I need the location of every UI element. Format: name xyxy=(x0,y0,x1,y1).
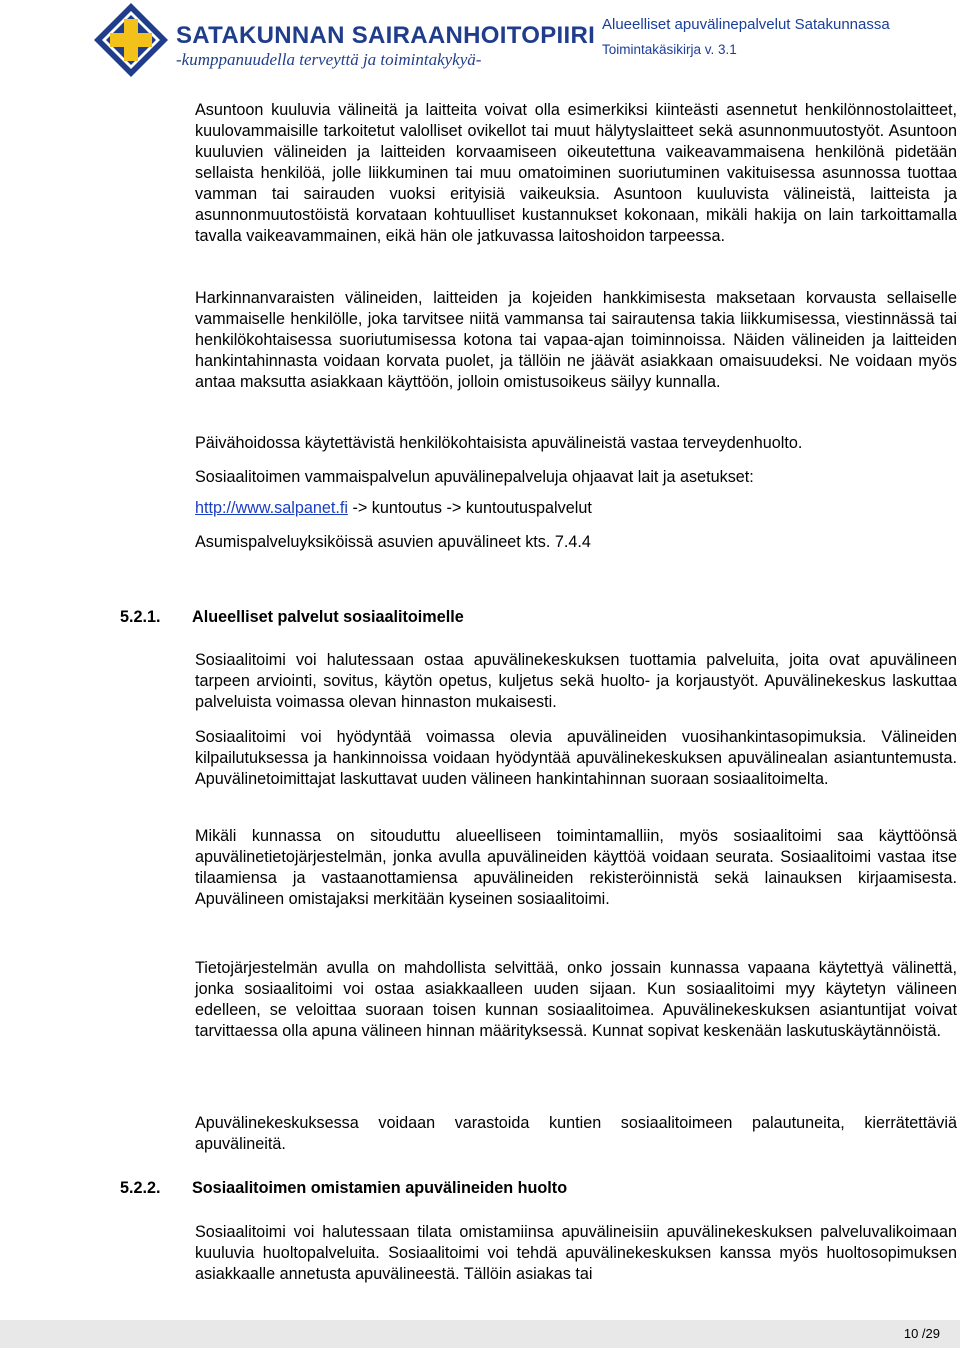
paragraph-daycare: Päivähoidossa käytettävistä henkilökohtaisista apuvälineistä vastaa terveydenhuolto. xyxy=(195,434,803,452)
organization-name: SATAKUNNAN SAIRAANHOITOPIIRI xyxy=(176,22,596,49)
paragraph-procurement: Sosiaalitoimi voi hyödyntää voimassa olevia apuvälineiden vuosihankintasopimuksia. Välineiden kilpailutuksessa ja hankinnoissa voidaan hyödyntää apuvälinekeskuksen apuvälinealan asiantuntemusta. Apuvälinetoimittajat laskuttavat uuden välineen hankintahinnan suoraan sosiaalitoimelta. xyxy=(195,728,957,788)
paragraph-housing-units: Asumispalveluyksiköissä asuvien apuvälineet kts. 7.4.4 xyxy=(195,533,591,551)
hospital-district-logo-icon xyxy=(93,2,169,78)
paragraph-services: Sosiaalitoimi voi halutessaan ostaa apuvälinekeskuksen tuottamia palveluita, joita ovat apuvälineen tarpeen arviointi, sovitus, käytön opetus, kuljetus sekä huolto- ja korjaustyöt. Apuvälinekeskus laskuttaa palveluista voimassa olevan hinnaston mukaisesti. xyxy=(195,651,957,711)
document-title: Alueelliset apuvälinepalvelut Satakunnassa xyxy=(602,16,890,33)
section-heading-5-2-1 xyxy=(120,607,464,628)
page-number: 10 /29 xyxy=(903,1326,940,1341)
organization-tagline: -kumppanuudella terveyttä ja toimintakykyä- xyxy=(176,50,482,69)
section-number: 5.2.1. xyxy=(120,608,161,626)
link-line xyxy=(195,498,957,519)
paragraph-discretionary-devices: Harkinnanvaraisten välineiden, laitteiden ja kojeiden hankkimisesta maksetaan korvausta sellaiselle vammaiselle henkilölle, joka tarvitsee niitä vammansa tai sairautensa takia liikkumisessa, viestinnässä tai henkilökohtaisessa suoriutumisessa kotona tai vapaa-ajan toiminnoissa. Näiden välineiden ja laitteiden hankintahinnasta voidaan korvata puolet, ja tällöin ne jäävät asiakkaan omaisuudeksi. Ne voidaan myös antaa maksutta asiakkaan käyttöön, jolloin omistusoikeus säilyy kunnalla. xyxy=(195,289,957,391)
paragraph-used-devices: Tietojärjestelmän avulla on mahdollista selvittää, onko jossain kunnassa vapaana käytettyä välinettä, jonka sosiaalitoimi voi ostaa asiakkaalleen uuden sijaan. Kun sosiaalitoimi myy käytetyn välineen edelleen, se veloittaa suoraan toisen kunnan sosiaalitoimea. Apuvälinekeskuksen asiantuntijat voivat tarvittaessa olla apuna välineen hinnan määrityksessä. Kunnat sopivat keskenään laskutuskäytännöistä. xyxy=(195,959,957,1040)
section-number: 5.2.2. xyxy=(120,1179,161,1197)
section-heading-5-2-2 xyxy=(120,1178,567,1199)
section-title: Sosiaalitoimen omistamien apuvälineiden huolto xyxy=(192,1179,568,1197)
page-header xyxy=(0,0,960,80)
paragraph-storage: Apuvälinekeskuksessa voidaan varastoida kuntien sosiaalitoimeen palautuneita, kierrätettäviä apuvälineitä. xyxy=(195,1114,957,1153)
paragraph-assistive-housing: Asuntoon kuuluvia välineitä ja laitteita voivat olla esimerkiksi kiinteästi asennetut henkilönnostolaitteet, kuulovammaisille tarkoitetut valolliset ovikellot tai muut hälytyslaitteet sekä asunnonmuutostyöt. Asuntoon kuuluvien välineiden ja laitteiden korvaamiseen oikeutettuna vaikeavammaisena henkilönä pidetään sellaista henkilöä, jolle liikkuminen tai muu omatoiminen suoriutuminen vakituisessa asunnossa tuottaa vamman tai sairauden vuoksi erityisiä vaikeuksia. Asuntoon kuuluvista välineistä, laitteista ja asunnonmuutostöistä korvataan kohtuulliset kustannukset kokonaan, mikäli hakija on lain tarkoittamalla tavalla vaikeavammainen, eikä hän ole jatkuvassa laitoshoidon tarpeessa. xyxy=(195,101,957,245)
document-version: Toimintakäsikirja v. 3.1 xyxy=(602,42,737,57)
section-title: Alueelliset palvelut sosiaalitoimelle xyxy=(192,608,464,626)
paragraph-laws: Sosiaalitoimen vammaispalvelun apuvälinepalveluja ohjaavat lait ja asetukset: xyxy=(195,468,754,486)
paragraph-information-system: Mikäli kunnassa on sitouduttu alueelliseen toimintamalliin, myös sosiaalitoimi saa käyttöönsä apuvälinetietojärjestelmän, jonka avulla apuvälineiden käyttöä voidaan seurata. Sosiaalitoimi vastaa itse tilaamiensa ja vastaanottamiensa apuvälineiden rekisteröinnistä sekä lainauksen kirjaamisesta. Apuvälineen omistajaksi merkitään kyseinen sosiaalitoimi. xyxy=(195,827,957,908)
salpanet-link[interactable]: http://www.salpanet.fi xyxy=(195,499,348,517)
footer-bar xyxy=(0,1320,960,1348)
paragraph-maintenance: Sosiaalitoimi voi halutessaan tilata omistamiinsa apuvälineisiin apuvälinekeskuksen palveluvalikoimaan kuuluvia huoltopalveluita. Sosiaalitoimi voi tehdä apuvälinekeskuksen kanssa myös huoltosopimuksen asiakkaalle annetusta apuvälineestä. Tällöin asiakas tai xyxy=(195,1223,957,1283)
link-path: -> kuntoutus -> kuntoutuspalvelut xyxy=(347,499,592,517)
